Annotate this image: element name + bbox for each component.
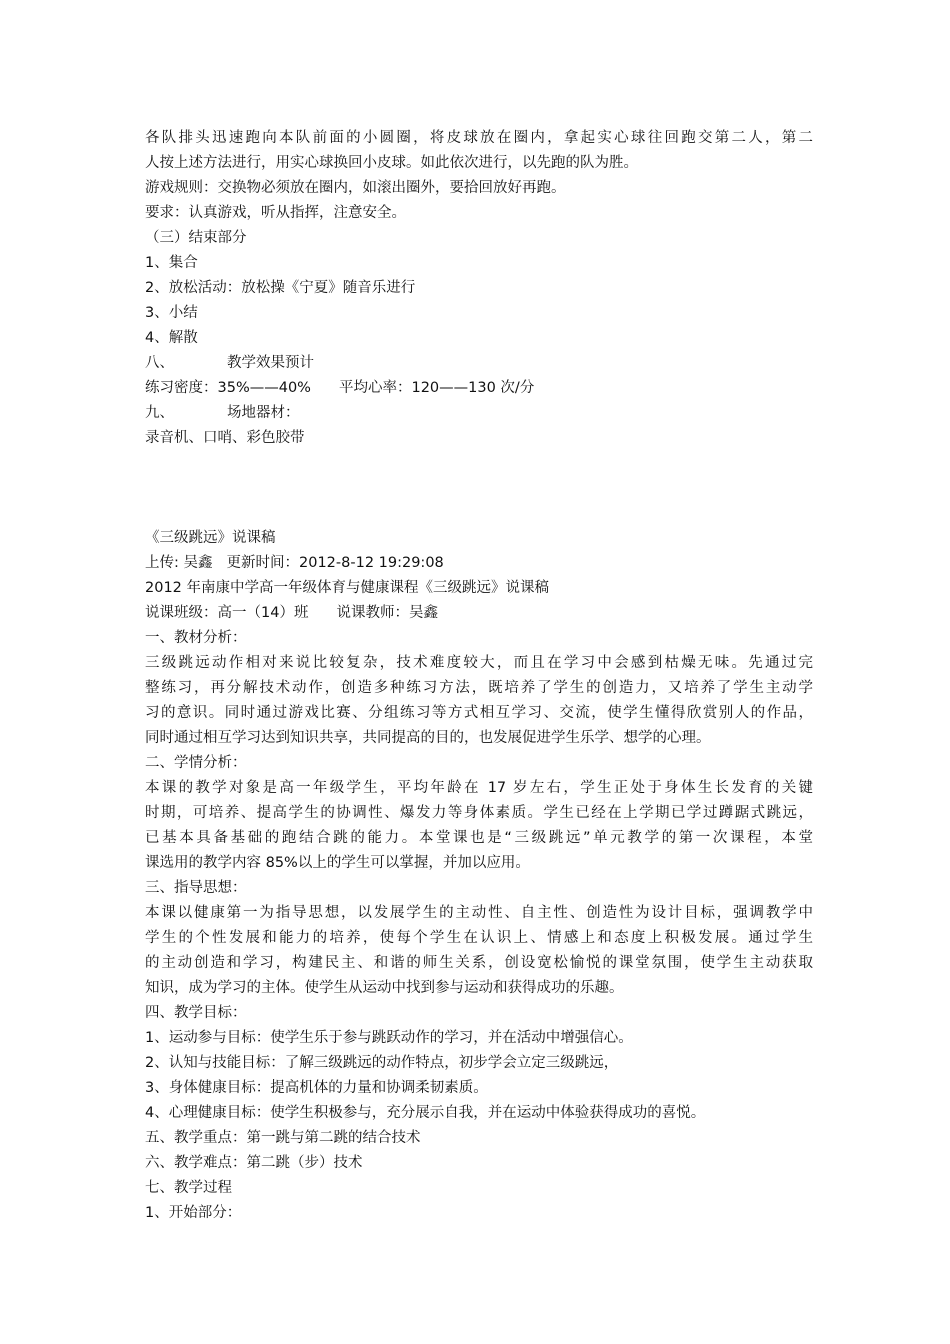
teacher-info: 说课教师：吴鑫 bbox=[336, 605, 438, 621]
game-rules: 游戏规则：交换物必须放在圈内，如滚出圈外，要拾回放好再跑。 bbox=[145, 180, 566, 196]
heading-material-analysis: 一、教材分析： bbox=[145, 630, 247, 646]
goal-item: 1、运动参与目标：使学生乐于参与跳跃动作的学习，并在活动中增强信心。 bbox=[145, 1030, 633, 1046]
ending-step-dismiss: 4、解散 bbox=[145, 330, 198, 346]
heading-teaching-goals: 四、教学目标： bbox=[145, 1005, 247, 1021]
material-analysis-line-4: 同时通过相互学习达到知识共享，共同提高的目的，也发展促进学生乐学、想学的心理。 bbox=[145, 730, 711, 746]
heading-teaching-focus: 五、教学重点：第一跳与第二跳的结合技术 bbox=[145, 1130, 421, 1146]
game-description-line-1: 各队排头迅速跑向本队前面的小圆圈，将皮球放在圈内，拿起实心球往回跑交第二人，第二 bbox=[145, 130, 813, 146]
material-analysis-line-2: 整练习，再分解技术动作，创造多种练习方法，既培养了学生的创造力，又培养了学生主动学 bbox=[145, 680, 813, 696]
guiding-ideology-line-1: 本课以健康第一为指导思想，以发展学生的主动性、自主性、创造性为设计目标，强调教学中 bbox=[145, 905, 813, 921]
uploader: 上传: 吴鑫 bbox=[145, 555, 213, 571]
guiding-ideology-line-4: 知识，成为学习的主体。使学生从运动中找到参与运动和获得成功的乐趣。 bbox=[145, 980, 624, 996]
ending-step-summary: 3、小结 bbox=[145, 305, 198, 321]
guiding-ideology-line-2: 学生的个性发展和能力的培养，使每个学生在认识上、情感上和态度上积极发展。通过学生 bbox=[145, 930, 813, 946]
goal-item: 3、身体健康目标：提高机体的力量和协调柔韧素质。 bbox=[145, 1080, 488, 1096]
update-time: 更新时间：2012-8-12 19:29:08 bbox=[226, 555, 444, 571]
process-step-start: 1、开始部分： bbox=[145, 1205, 242, 1221]
heading-teaching-process: 七、教学过程 bbox=[145, 1180, 232, 1196]
student-analysis-line-3: 已基本具备基础的跑结合跳的能力。本堂课也是“三级跳远”单元教学的第一次课程，本堂 bbox=[145, 830, 813, 846]
heading-guiding-ideology: 三、指导思想： bbox=[145, 880, 247, 896]
material-analysis-line-1: 三级跳远动作相对来说比较复杂，技术难度较大，而且在学习中会感到枯燥无味。先通过完 bbox=[145, 655, 813, 671]
lecture-subtitle: 2012 年南康中学高一年级体育与健康课程《三级跳远》说课稿 bbox=[145, 580, 550, 596]
material-analysis-line-3: 习的意识。同时通过游戏比赛、分组练习等方式相互学习、交流，使学生懂得欣赏别人的作品， bbox=[145, 705, 813, 721]
lecture-title: 《三级跳远》说课稿 bbox=[145, 530, 276, 546]
goal-item: 4、心理健康目标：使学生积极参与，充分展示自我，并在运动中体验获得成功的喜悦。 bbox=[145, 1105, 706, 1121]
document-page bbox=[145, 126, 813, 1226]
practice-density: 练习密度：35%——40% bbox=[145, 380, 311, 396]
equipment-list: 录音机、口哨、彩色胶带 bbox=[145, 430, 305, 446]
heading-student-analysis: 二、学情分析： bbox=[145, 755, 247, 771]
heading-venue-equipment bbox=[145, 401, 813, 426]
heading-number: 八、 bbox=[145, 355, 174, 371]
heading-teaching-effect bbox=[145, 351, 813, 376]
practice-density-line bbox=[145, 376, 813, 401]
class-teacher-line bbox=[145, 601, 813, 626]
game-description-line-2: 人按上述方法进行，用实心球换回小皮球。如此依次进行，以先跑的队为胜。 bbox=[145, 155, 638, 171]
class-info: 说课班级：高一（14）班 bbox=[145, 605, 309, 621]
student-analysis-line-4: 课选用的教学内容 85%以上的学生可以掌握，并加以应用。 bbox=[145, 855, 530, 871]
student-analysis-line-2: 时期，可培养、提高学生的协调性、爆发力等身体素质。学生已经在上学期已学过蹲踞式跳远， bbox=[145, 805, 813, 821]
student-analysis-line-1: 本课的教学对象是高一年级学生，平均年龄在 17 岁左右，学生正处于身体生长发育的关键 bbox=[145, 780, 813, 796]
goal-item: 2、认知与技能目标：了解三级跳远的动作特点，初步学会立定三级跳远， bbox=[145, 1055, 619, 1071]
ending-step-relax: 2、放松活动：放松操《宁夏》随音乐进行 bbox=[145, 280, 416, 296]
guiding-ideology-line-3: 的主动创造和学习，构建民主、和谐的师生关系，创设宽松愉悦的课堂氛围，使学生主动获取 bbox=[145, 955, 813, 971]
game-requirements: 要求：认真游戏，听从指挥，注意安全。 bbox=[145, 205, 406, 221]
average-heart-rate: 平均心率：120——130 次/分 bbox=[338, 380, 535, 396]
ending-section-heading: （三）结束部分 bbox=[145, 230, 247, 246]
heading-number: 九、 bbox=[145, 405, 174, 421]
upload-info-line bbox=[145, 551, 813, 576]
heading-text: 教学效果预计 bbox=[227, 355, 314, 371]
heading-text: 场地器材： bbox=[227, 405, 300, 421]
heading-teaching-difficulty: 六、教学难点：第二跳（步）技术 bbox=[145, 1155, 363, 1171]
ending-step-assemble: 1、集合 bbox=[145, 255, 198, 271]
